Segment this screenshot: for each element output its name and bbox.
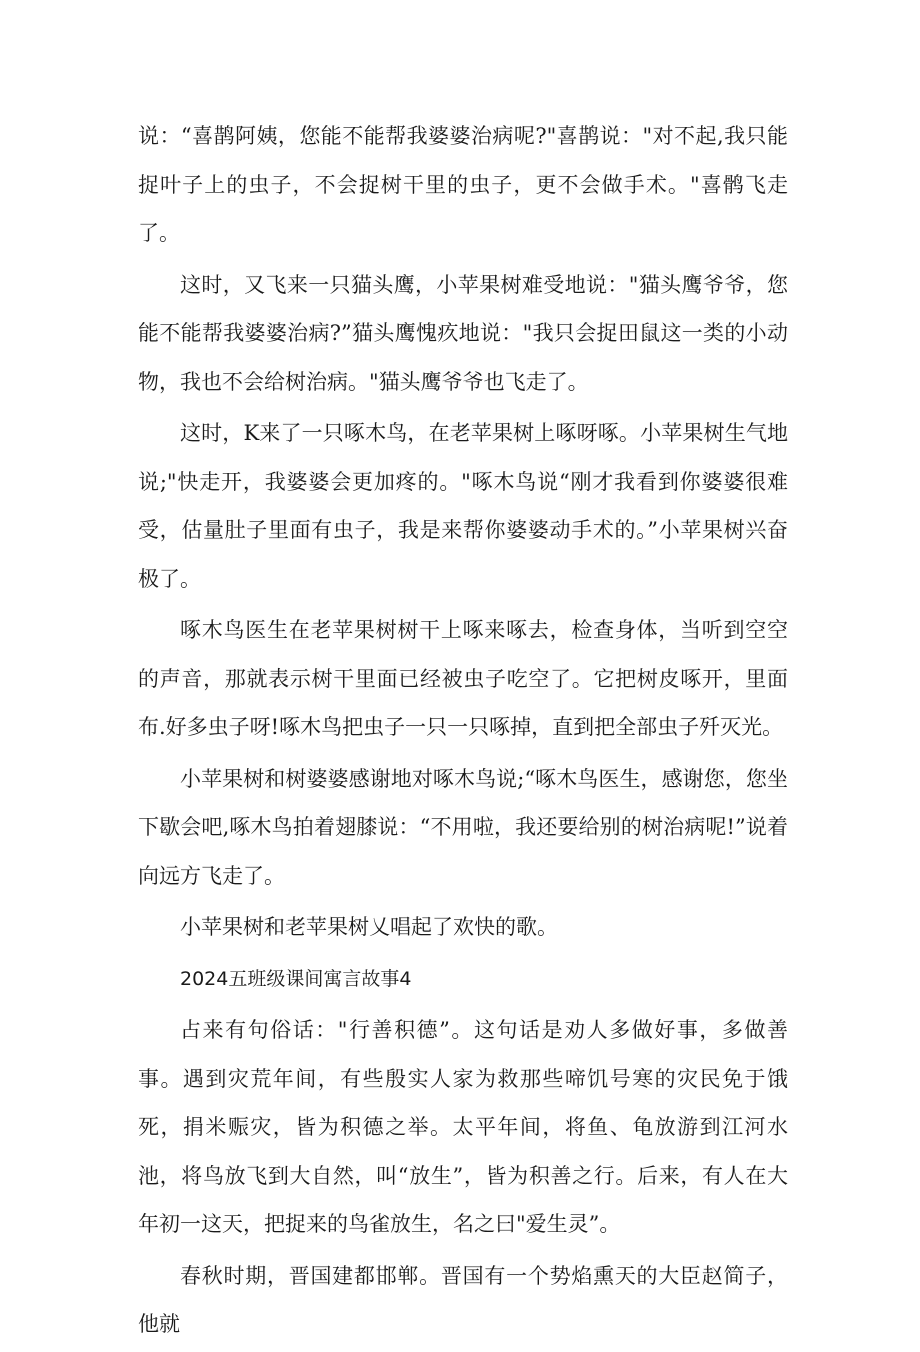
- paragraph-woodpecker-arrives: 这时，K来了一只啄木鸟，在老苹果树上啄呀啄。小苹果树生气地说;"快走开，我婆婆会更加疼的。"啄木鸟说“刚才我看到你婆婆很难受，估量肚子里面有虫子，我是来帮你婆婆动手术的。”小苹果树兴奋极了。: [138, 421, 788, 591]
- paragraph-thanks: 小苹果树和树婆婆感谢地对啄木鸟说;“啄木鸟医生，感谢您，您坐下歇会吧,啄木鸟拍着翅膝说：“不用啦，我还要给别的树治病呢!”说着向远方飞走了。: [138, 766, 788, 888]
- paragraph-song: 小苹果树和老苹果树乂唱起了欢快的歌。: [180, 915, 558, 939]
- paragraph-spring-autumn: 春秋时期，晋国建都邯郸。晋国有一个势焰熏天的大臣赵简子，他就: [138, 1263, 788, 1336]
- paragraph-magpie: 说：“喜鹊阿姨，您能不能帮我婆婆治病呢?"喜鹊说："对不起,我只能捉叶子上的虫子，不会捉树干里的虫子，更不会做手术。"喜鹘飞走了。: [138, 124, 788, 245]
- section-heading: 2024五班级课间寓言故事4: [180, 967, 412, 990]
- paragraph-owl: 这时，又飞来一只猫头鹰，小苹果树难受地说："猫头鹰爷爷，您能不能帮我婆婆治病?”猫头鹰愧疚地说："我只会捉田鼠这一类的小动物，我也不会给树治病。"猫头鹰爷爷也飞走了。: [138, 272, 788, 394]
- document-body: [138, 112, 788, 1352]
- paragraph-saying: 占来有句俗话："行善积德”。这句话是劝人多做好事，多做善事。遇到灾荒年间，有些殷实人家为救那些啼饥号寒的灾民免于饿死，捐米赈灾，皆为积德之举。太平年间，将鱼、龟放游到江河水池，将鸟放飞到大自然，叫“放生”，皆为积善之行。后来，有人在大年初一这天，把捉来的鸟雀放生，名之曰"爱生灵”。: [138, 1018, 788, 1236]
- paragraph-woodpecker-doctor: 啄木鸟医生在老苹果树树干上啄来啄去，检查身体，当听到空空的声音，那就表示树干里面已经被虫子吃空了。它把树皮啄开，里面布.好多虫子呀!啄木鸟把虫子一只一只啄掉，直到把全部虫子歼灭光。: [138, 618, 788, 739]
